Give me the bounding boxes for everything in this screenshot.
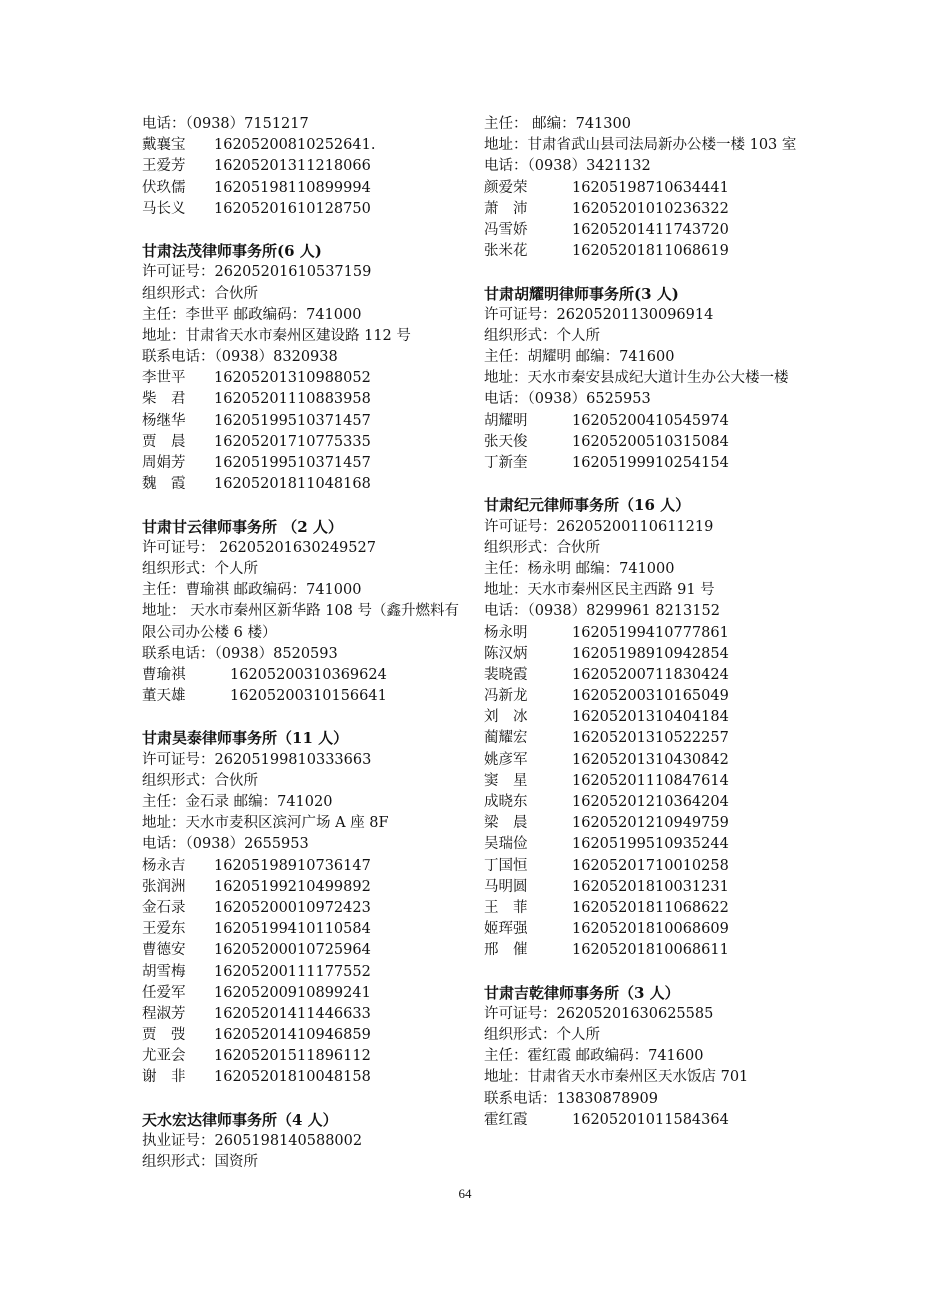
- member-id: 16205200510315084: [572, 433, 729, 450]
- member-name: 成晓东: [484, 794, 528, 811]
- member-row: [484, 919, 804, 940]
- member-row: [142, 962, 462, 983]
- firm-license: 许可证号：26205201130096914: [484, 306, 714, 323]
- firm-address: 地址： 天水市秦州区新华路 108 号（鑫升燃料有限公司办公楼 6 楼）: [142, 603, 460, 641]
- member-id: 16205201110847614: [572, 772, 729, 789]
- member-name: 张天俊: [484, 433, 528, 450]
- member-name: 霍红霞: [484, 1111, 528, 1128]
- member-id: 16205201210949759: [572, 815, 729, 832]
- member-name: 吴瑞俭: [484, 836, 528, 853]
- member-name: 伏玖儒: [142, 179, 186, 196]
- page-number: 64: [458, 1186, 472, 1201]
- member-name: 周娟芳: [142, 455, 186, 471]
- member-id: 16205201310404184: [572, 709, 729, 726]
- member-name: 胡雪梅: [142, 963, 186, 980]
- member-id: 16205199510371457: [214, 455, 371, 471]
- member-row: [484, 707, 804, 728]
- member-id: 16205200010725964: [214, 942, 371, 959]
- member-id: 16205201310430842: [572, 751, 729, 768]
- firm-phone: 电话：（0938）6525953: [484, 391, 651, 408]
- firm-org-type: 组织形式：个人所: [484, 1027, 600, 1044]
- firm-title: 甘肃法茂律师事务所(6 人): [142, 242, 322, 261]
- member-row: [484, 178, 804, 199]
- member-name: 曹德安: [142, 942, 186, 959]
- firm-director: 主任：曹瑜祺 邮政编码：741000: [142, 582, 362, 599]
- member-row: [484, 220, 804, 241]
- member-row: [142, 411, 462, 432]
- member-id: 16205200310165049: [572, 688, 729, 705]
- member-row: [142, 1025, 462, 1046]
- member-row: [484, 1110, 804, 1131]
- member-name: 金石录: [142, 899, 186, 916]
- firm-license: 执业证号：2605198140588002: [142, 1133, 363, 1150]
- member-name: 曹瑜祺: [142, 666, 186, 683]
- member-id: 16205201210364204: [572, 794, 729, 811]
- member-id: 16205199210499892: [214, 878, 371, 895]
- member-name: 颜爱荣: [484, 179, 528, 196]
- firm-address: 地址：甘肃省天水市秦州区建设路 112 号: [142, 327, 411, 344]
- member-id: 16205201610128750: [214, 200, 371, 217]
- member-row: [484, 792, 804, 813]
- member-id: 16205198110899994: [214, 179, 371, 196]
- member-name: 冯雪娇: [484, 221, 528, 238]
- member-id: 16205201311218066: [214, 158, 371, 175]
- member-row: [484, 623, 804, 644]
- member-row: [484, 877, 804, 898]
- member-row: [484, 411, 804, 432]
- firm-block-continued: [484, 114, 804, 262]
- member-id: 16205201310988052: [214, 370, 371, 387]
- member-name: 窦 星: [484, 772, 528, 789]
- firm-address: 地址：天水市秦安县成纪大道计生办公大楼一楼: [484, 370, 789, 387]
- member-name: 尤亚会: [142, 1048, 186, 1065]
- member-row: [484, 898, 804, 919]
- firm-license: 许可证号：26205199810333663: [142, 751, 372, 768]
- firm-title: 甘肃胡耀明律师事务所(3 人): [484, 284, 679, 303]
- firm-block-hongda: [142, 1110, 462, 1174]
- member-id: 16205201811048168: [214, 476, 371, 493]
- member-name: 谢 非: [142, 1069, 186, 1086]
- member-name: 任爱军: [142, 984, 186, 1001]
- member-row: [484, 750, 804, 771]
- member-name: 马明圆: [484, 878, 528, 895]
- member-id: 16205201810068609: [572, 921, 729, 938]
- firm-title: 甘肃昊泰律师事务所（11 人）: [142, 729, 349, 748]
- member-name: 李世平: [142, 370, 186, 387]
- member-name: 萧 沛: [484, 200, 528, 217]
- member-name: 张润洲: [142, 878, 186, 895]
- member-name: 裴晓霞: [484, 666, 528, 683]
- member-name: 王爱东: [142, 921, 186, 938]
- member-row: [142, 199, 462, 220]
- member-id: 16205201411446633: [214, 1005, 371, 1022]
- firm-phone: 联系电话：13830878909: [484, 1090, 658, 1107]
- firm-license: 许可证号：26205200110611219: [484, 518, 714, 535]
- firm-org-type: 组织形式：合伙所: [142, 285, 258, 302]
- member-row: [142, 856, 462, 877]
- member-row: [484, 940, 804, 961]
- firm-phone: 电话：（0938）7151217: [142, 116, 309, 132]
- firm-org-type: 组织形式：合伙所: [142, 772, 258, 789]
- firm-title: 甘肃吉乾律师事务所（3 人）: [484, 983, 680, 1002]
- member-row: [142, 432, 462, 453]
- member-id: 16205199910254154: [572, 455, 729, 472]
- member-name: 戴襄宝: [142, 137, 186, 154]
- member-row: [142, 1004, 462, 1025]
- firm-org-type: 组织形式：个人所: [484, 327, 600, 344]
- member-name: 胡耀明: [484, 412, 528, 429]
- member-id: 16205201411743720: [572, 221, 729, 238]
- right-column: [484, 114, 804, 1131]
- firm-license: 许可证号：26205201610537159: [142, 264, 372, 281]
- firm-phone: 电话：（0938）8299961 8213152: [484, 603, 720, 620]
- firm-block-huyaoming: [484, 284, 804, 475]
- member-id: 16205198910736147: [214, 857, 371, 874]
- firm-director: 主任： 邮编：741300: [484, 116, 631, 132]
- member-row: [142, 1046, 462, 1067]
- member-id: 16205200410545974: [572, 412, 729, 429]
- member-row: [142, 178, 462, 199]
- member-row: [484, 432, 804, 453]
- member-name: 马长义: [142, 200, 186, 217]
- member-id: 16205199410777861: [572, 624, 729, 641]
- member-row: [142, 1067, 462, 1088]
- firm-address: 地址：天水市秦州区民主西路 91 号: [484, 582, 715, 599]
- member-name: 杨永明: [484, 624, 528, 641]
- member-name: 张米花: [484, 243, 528, 260]
- member-row: [142, 156, 462, 177]
- firm-phone: 电话：（0938）3421132: [484, 158, 651, 175]
- member-name: 王 菲: [484, 899, 528, 916]
- member-name: 丁新奎: [484, 455, 528, 472]
- member-name: 贾 弢: [142, 1027, 186, 1044]
- member-name: 陈汉炳: [484, 645, 528, 662]
- firm-license: 许可证号： 26205201630249527: [142, 539, 376, 556]
- member-row: [484, 199, 804, 220]
- member-id: 16205201410946859: [214, 1027, 371, 1044]
- member-row: [484, 771, 804, 792]
- member-name: 丁国恒: [484, 857, 528, 874]
- firm-org-type: 组织形式：合伙所: [484, 539, 600, 556]
- member-id: 16205201710775335: [214, 433, 371, 450]
- member-name: 姬珲强: [484, 921, 528, 938]
- firm-phone: 电话：（0938）2655953: [142, 836, 309, 853]
- member-id: 16205201110883958: [214, 391, 371, 408]
- member-name: 魏 霞: [142, 476, 186, 493]
- firm-director: 主任：金石录 邮编：741020: [142, 794, 333, 811]
- member-id: 16205201710010258: [572, 857, 729, 874]
- member-name: 蔺耀宏: [484, 730, 528, 747]
- member-id: 16205201310522257: [572, 730, 729, 747]
- member-id: 16205201810031231: [572, 878, 729, 895]
- firm-phone: 联系电话：（0938）8320938: [142, 349, 338, 366]
- member-row: [142, 686, 462, 707]
- member-id: 16205201811068619: [572, 243, 729, 260]
- member-id: 16205200310156641: [230, 688, 387, 705]
- member-row: [484, 453, 804, 474]
- member-row: [484, 813, 804, 834]
- member-name: 柴 君: [142, 391, 186, 408]
- member-row: [142, 453, 462, 474]
- member-id: 16205200810252641.: [214, 137, 376, 154]
- member-id: 16205201010236322: [572, 200, 729, 217]
- member-id: 16205201810048158: [214, 1069, 371, 1086]
- member-row: [484, 686, 804, 707]
- member-name: 梁 晨: [484, 815, 528, 832]
- member-row: [484, 644, 804, 665]
- member-row: [142, 877, 462, 898]
- firm-title: 甘肃甘云律师事务所 （2 人）: [142, 517, 343, 536]
- member-id: 16205198910942854: [572, 645, 729, 662]
- member-row: [142, 983, 462, 1004]
- member-name: 杨永吉: [142, 857, 186, 874]
- member-row: [142, 389, 462, 410]
- member-name: 程淑芳: [142, 1005, 186, 1022]
- firm-director: 主任：胡耀明 邮编：741600: [484, 349, 675, 366]
- member-id: 16205200910899241: [214, 984, 371, 1001]
- member-name: 杨继华: [142, 412, 186, 429]
- member-row: [142, 368, 462, 389]
- firm-block-continued: [142, 114, 462, 220]
- member-id: 16205199410110584: [214, 921, 371, 938]
- firm-block-jiyuan: [484, 495, 804, 961]
- member-id: 16205201511896112: [214, 1048, 371, 1065]
- member-row: [484, 665, 804, 686]
- member-id: 16205200111177552: [214, 963, 371, 980]
- member-name: 贾 晨: [142, 433, 186, 450]
- member-row: [484, 856, 804, 877]
- member-name: 董天雄: [142, 688, 186, 705]
- firm-block-famao: [142, 241, 462, 495]
- firm-org-type: 组织形式：国资所: [142, 1154, 258, 1171]
- member-id: 16205200010972423: [214, 899, 371, 916]
- firm-block-haotai: [142, 728, 462, 1088]
- member-row: [484, 728, 804, 749]
- member-row: [142, 474, 462, 495]
- member-row: [142, 665, 462, 686]
- firm-director: 主任：杨永明 邮编：741000: [484, 560, 675, 577]
- member-id: 16205200711830424: [572, 666, 729, 683]
- member-name: 姚彦军: [484, 751, 528, 768]
- firm-org-type: 组织形式：个人所: [142, 560, 258, 577]
- firm-address: 地址：甘肃省天水市秦州区天水饭店 701: [484, 1069, 749, 1086]
- member-row: [484, 834, 804, 855]
- member-row: [142, 898, 462, 919]
- firm-phone: 联系电话：（0938）8520593: [142, 645, 338, 662]
- member-id: 16205199510935244: [572, 836, 729, 853]
- member-name: 王爱芳: [142, 158, 186, 175]
- firm-address: 地址：天水市麦积区滨河广场 A 座 8F: [142, 815, 389, 832]
- firm-license: 许可证号：26205201630625585: [484, 1005, 714, 1022]
- member-row: [142, 919, 462, 940]
- member-row: [484, 241, 804, 262]
- member-id: 16205200310369624: [230, 666, 387, 683]
- firm-title: 天水宏达律师事务所（4 人）: [142, 1110, 338, 1129]
- member-id: 16205201011584364: [572, 1111, 729, 1128]
- firm-block-ganyun: [142, 517, 462, 708]
- firm-director: 主任：霍红霞 邮政编码：741600: [484, 1048, 704, 1065]
- member-id: 16205198710634441: [572, 179, 729, 196]
- member-row: [142, 940, 462, 961]
- left-column: [142, 114, 462, 1173]
- member-name: 冯新龙: [484, 688, 528, 705]
- member-name: 邢 催: [484, 942, 528, 959]
- member-id: 16205201811068622: [572, 899, 729, 916]
- member-row: [142, 135, 462, 156]
- firm-address: 地址：甘肃省武山县司法局新办公楼一楼 103 室: [484, 137, 797, 154]
- member-id: 16205201810068611: [572, 942, 729, 959]
- firm-director: 主任：李世平 邮政编码：741000: [142, 306, 362, 323]
- member-name: 刘 冰: [484, 709, 528, 726]
- member-id: 16205199510371457: [214, 412, 371, 429]
- firm-block-jiqian: [484, 983, 804, 1131]
- firm-title: 甘肃纪元律师事务所（16 人）: [484, 496, 691, 515]
